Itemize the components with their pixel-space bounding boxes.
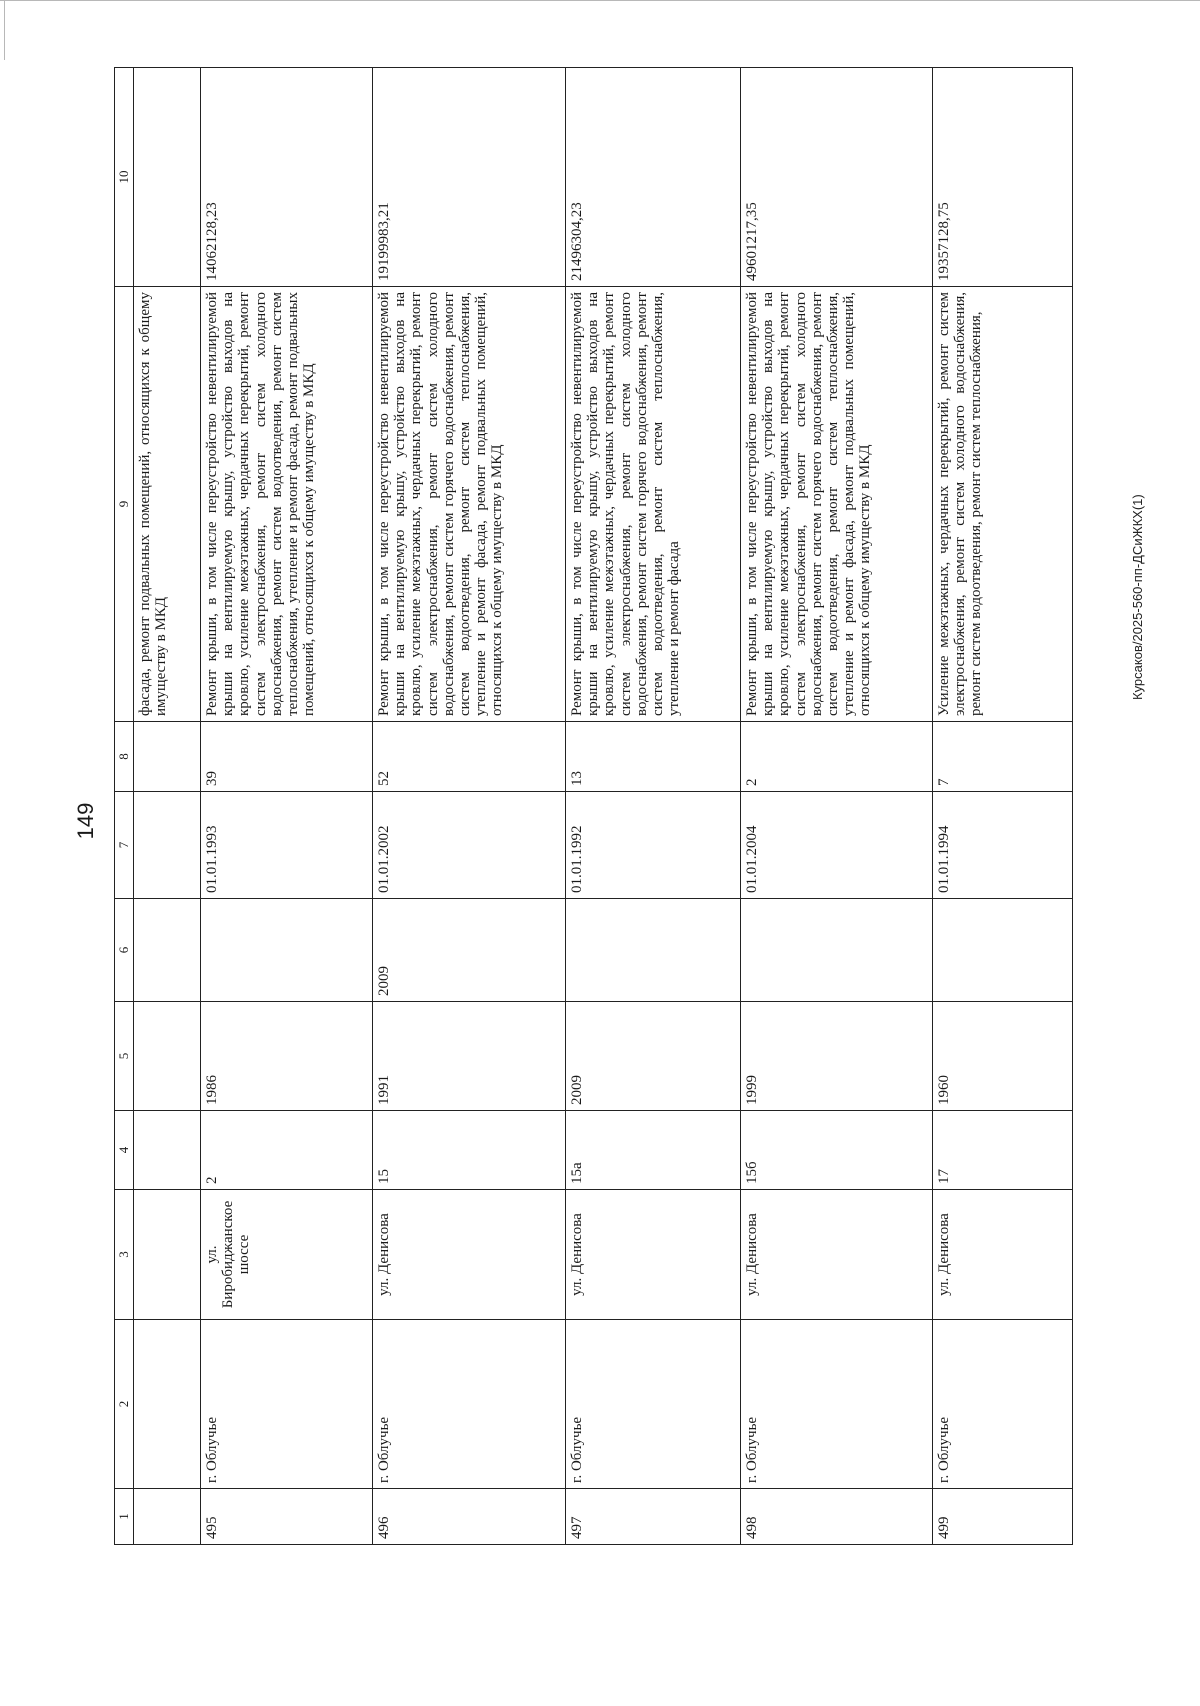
table-row [741,68,933,1545]
scan-edge-top [0,0,1200,1]
header-cell: 9 [115,287,134,722]
table-row [373,68,566,1545]
header-cell: 1 [115,1489,134,1545]
page-number: 149 [73,802,98,840]
row-number: 497 [566,1489,741,1545]
year-repair-cell [566,899,741,1002]
date-cell: 01.01.1994 [933,792,1073,899]
header-cell: 10 [115,68,134,287]
document-code: Курсаков/2025-560-пп-ДСиЖКХ(1) [1130,494,1145,700]
street-cell: ул. Денисова [741,1190,933,1320]
settlement-cell: г. Облучье [933,1320,1073,1489]
year-repair-cell [933,899,1073,1002]
cost-cell: 49601217,35 [741,68,933,287]
cost-cell: 19199983,21 [373,68,566,287]
header-cell: 6 [115,899,134,1002]
row-number: 498 [741,1489,933,1545]
cost-cell: 14062128,23 [201,68,373,287]
table-row [933,68,1073,1545]
header-row [115,68,134,1545]
count-cell: 13 [566,722,741,792]
year-built-cell: 1999 [741,1002,933,1111]
works-cell: Ремонт крыши, в том числе переустройство невентилируемой крыши на вентилируемую крышу, устройство выходов на кровлю, усиление межэтажных, чердачных перекрытий, ремонт систем электроснабжения, ремонт систем холодного водоснабжения, ремонт систем горячего водоснабжения, ремонт систем водоотведения, ремонт систем теплоснабжения, утепление и ремонт фасада [566,287,741,722]
street-cell: ул. Биробиджанское шоссе [201,1190,373,1320]
works-cell: Ремонт крыши, в том числе переустройство невентилируемой крыши на вентилируемую крышу, устройство выходов на кровлю, усиление межэтажных, чердачных перекрытий, ремонт систем электроснабжения, ремонт систем холодного водоснабжения, ремонт систем водоотведения, ремонт систем теплоснабжения, утепление и ремонт фасада, ремонт подвальных помещений, относящихся к общему имуществу в МКД [201,287,373,722]
header-cell: 3 [115,1190,134,1320]
year-built-cell: 2009 [566,1002,741,1111]
house-cell: 17 [933,1111,1073,1190]
date-cell: 01.01.2002 [373,792,566,899]
date-cell: 01.01.2004 [741,792,933,899]
year-repair-cell [201,899,373,1002]
count-cell: 39 [201,722,373,792]
count-cell: 52 [373,722,566,792]
street-cell: ул. Денисова [373,1190,566,1320]
year-repair-cell [741,899,933,1002]
row-number: 499 [933,1489,1073,1545]
repair-program-table [114,67,1073,1545]
scan-edge-left [4,0,5,60]
house-cell: 15б [741,1111,933,1190]
house-cell: 15а [566,1111,741,1190]
street-cell: ул. Денисова [566,1190,741,1320]
header-cell: 2 [115,1320,134,1489]
works-cell: Ремонт крыши, в том числе переустройство невентилируемой крыши на вентилируемую крышу, устройство выходов на кровлю, усиление межэтажных, чердачных перекрытий, ремонт систем электроснабжения, ремонт систем холодного водоснабжения, ремонт систем горячего водоснабжения, ремонт систем водоотведения, ремонт систем теплоснабжения, утепление и ремонт фасада, ремонт подвальных помещений, относящихся к общему имуществу в МКД [373,287,566,722]
header-cell: 8 [115,722,134,792]
continuation-row [134,68,201,1545]
cost-cell: 21496304,23 [566,68,741,287]
header-cell: 5 [115,1002,134,1111]
table-row [566,68,741,1545]
count-cell: 7 [933,722,1073,792]
year-repair-cell: 2009 [373,899,566,1002]
year-built-cell: 1986 [201,1002,373,1111]
year-built-cell: 1960 [933,1002,1073,1111]
street-cell: ул. Денисова [933,1190,1073,1320]
continuation-text: фасада, ремонт подвальных помещений, относящихся к общему имуществу в МКД [134,287,201,722]
date-cell: 01.01.1993 [201,792,373,899]
settlement-cell: г. Облучье [373,1320,566,1489]
year-built-cell: 1991 [373,1002,566,1111]
cost-cell: 19357128,75 [933,68,1073,287]
table-row [201,68,373,1545]
works-cell: Усиление межэтажных, чердачных перекрытий, ремонт систем электроснабжения, ремонт систем холодного водоснабжения, ремонт систем водоотведения, ремонт систем теплоснабжения, [933,287,1073,722]
row-number: 495 [201,1489,373,1545]
header-cell: 7 [115,792,134,899]
date-cell: 01.01.1992 [566,792,741,899]
settlement-cell: г. Облучье [201,1320,373,1489]
row-number: 496 [373,1489,566,1545]
header-cell: 4 [115,1111,134,1190]
settlement-cell: г. Облучье [566,1320,741,1489]
count-cell: 2 [741,722,933,792]
rotated-table-container [114,68,1071,1545]
house-cell: 15 [373,1111,566,1190]
house-cell: 2 [201,1111,373,1190]
works-cell: Ремонт крыши, в том числе переустройство невентилируемой крыши на вентилируемую крышу, устройство выходов на кровлю, усиление межэтажных, чердачных перекрытий, ремонт систем электроснабжения, ремонт систем холодного водоснабжения, ремонт систем горячего водоснабжения, ремонт систем водоотведения, ремонт систем теплоснабжения, утепление и ремонт фасада, ремонт подвальных помещений, относящихся к общему имуществу в МКД [741,287,933,722]
settlement-cell: г. Облучье [741,1320,933,1489]
